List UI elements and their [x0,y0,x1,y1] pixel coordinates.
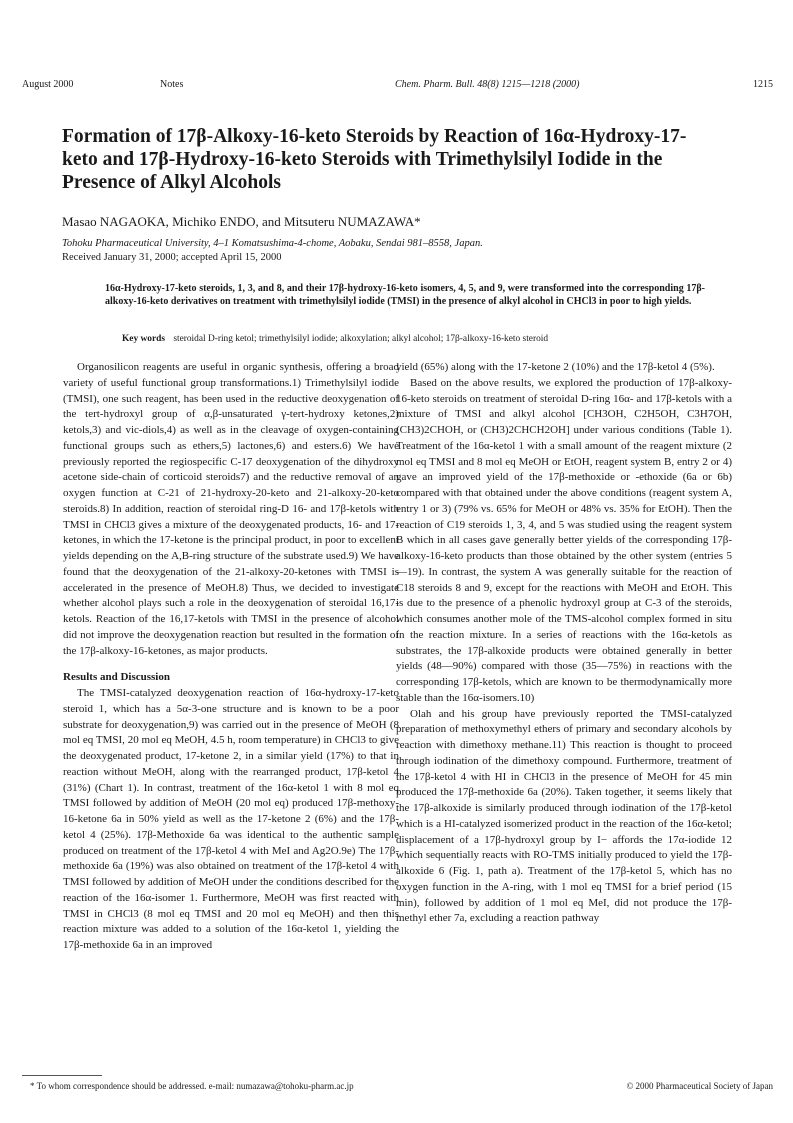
intro-paragraph: Organosilicon reagents are useful in organic synthesis, offering a broad variety of useful functional group transformations.1) Trimethylsilyl iodide (TMSI), one such reagent, has been used in the reductive deoxygenation of the tert-hydroxyl group of α,β-unsaturated γ-tert-hydroxy ketones,2) ketols,3) and vic-diols,4) as well as in the cleavage of oxygen-containing functional groups such as ethers,5) lactones,6) and esters.6) We have previously reported the regiospecific C-17 deoxygenation of the dihydroxy acetone side-chain of corticoid steroids7) and the reductive removal of an oxygen function at C-21 of 21-hydroxy-20-keto and 21-alkoxy-20-keto steroids.8) In addition, reaction of steroidal ring-D 16- and 17β-ketols with TMSI in CHCl3 gives a mixture of the deoxygenated products, 16- and 17-ketones, in which the 17-ketone is the principal product, in poor to excellent yields depending on the A,B-ring structure of the substrate used.9) We have found that the deoxygenation of the 21-alkoxy-20-ketones with TMSI is accelerated in the presence of MeOH.8) Thus, we decided to investigate whether alcohol plays such a role in the deoxygenation of steroidal 16,17-ketols. Reaction of the 16,17-ketols with TMSI in the presence of alcohol did not improve the deoxygenation reaction but resulted in the formation of the 17β-alkoxy-16-ketones, as major products. [63,361,399,657]
issue-date: August 2000 [22,79,74,90]
abstract: 16α-Hydroxy-17-keto steroids, 1, 3, and 8, and their 17β-hydroxy-16-keto isomers, 4, 5, and 9, were transformed into the corresponding 17β-alkoxy-16-keto derivatives on treatment with trimethylsilyl iodide (TMSI) in the presence of alkyl alcohol in CHCl3 in poor to high yields. [105,283,705,307]
keywords-line [122,333,548,345]
journal-citation: Chem. Pharm. Bull. 48(8) 1215—1218 (2000) [395,79,580,90]
body-paragraph: Olah and his group have previously reported the TMSI-catalyzed preparation of methoxymethyl ethers of primary and secondary alcohols by reaction with dimethoxy methane.11) This reaction is thought to proceed through iodination of the dimethoxy compound. Furthermore, treatment of the 17β-ketol 4 with HI in CHCl3 in the presence of MeOH for 45 min produced the 17β-methoxide 6a (20%). Taken together, it seems likely that the 17β-alkoxide is similarly produced through iodination of the 17β-ketol which is a HI-catalyzed isomerized product in the reaction of the 16α-ketol; displacement of a 17β-hydroxyl group by I− affords the 17α-iodide 12 which sequentially reacts with RO-TMS initially produced to yield the 17β-alkoxide 6 (Fig. 1, path a). Treatment of the 17β-ketol 5, which has no oxygen function in the A-ring, with 1 mol eq TMSI for a brief period (15 min), followed by addition of 1 mol eq MeI, did not produce the 17β-methyl ether 7a, excluding a reaction pathway [396,707,732,925]
keywords-label: Key words [122,334,165,344]
results-paragraph: The TMSI-catalyzed deoxygenation reaction of 16α-hydroxy-17-keto steroid 1, which has a 5α-3-one structure and is known to be a poor substrate for deoxygenation,9) was carried out in the presence of MeOH (8 mol eq TMSI, 20 mol eq MeOH, 4.5 h, room temperature) in CHCl3 to give the deoxygenated product, 17-ketone 2, in a similar yield (17%) to that in reaction without MeOH, along with the rearranged product, 17β-ketol 4 (31%) (Chart 1). In contrast, treatment of the 16α-ketol 1 with 8 mol eq TMSI followed by addition of MeOH (20 mol eq) produced 17β-methoxy-16-ketone 6a in 50% yield as well as the 17-ketone 2 (6%) and the 17β-ketol 4 (25%). 17β-Methoxide 6a was identical to the authentic sample produced on treatment of the 17β-ketol 4 with MeI and Ag2O.9e) The 17β-methoxide 6a (19%) was also obtained on treatment of the 17β-ketol 4 with TMSI followed by addition of MeOH under the conditions described for the reaction of the 16α-isomer 1. Furthermore, MeOH was first reacted with TMSI in CHCl3 (8 mol eq TMSI and 20 mol eq MeOH) and then this reaction mixture was added to a solution of the 16α-ketol 1, yielding the 17β-methoxide 6a in an improved [63,687,399,951]
section-heading: Results and Discussion [63,671,170,684]
right-column [396,360,732,927]
affiliation: Tohoku Pharmaceutical University, 4–1 Komatsushima-4-chome, Aobaku, Sendai 981–8558, Japan. [62,238,483,249]
page-number: 1215 [753,79,773,90]
footnote-rule [22,1075,102,1076]
correspondence-footnote: * To whom correspondence should be addressed. e-mail: numazawa@tohoku-pharm.ac.jp [30,1081,354,1091]
copyright-notice: © 2000 Pharmaceutical Society of Japan [626,1081,773,1091]
received-dates: Received January 31, 2000; accepted April 15, 2000 [62,252,282,263]
article-title: Formation of 17β-Alkoxy-16-keto Steroids by Reaction of 16α-Hydroxy-17-keto and 17β-Hydroxy-16-keto Steroids with Trimethylsilyl Iodide in the Presence of Alkyl Alcohols [62,126,687,193]
section-label: Notes [160,79,184,90]
keywords-text: steroidal D-ring ketol; trimethylsilyl iodide; alkoxylation; alkyl alcohol; 17β-alkoxy-16-keto steroid [173,334,549,344]
continued-paragraph: yield (65%) along with the 17-ketone 2 (10%) and the 17β-ketol 4 (5%). [396,361,715,373]
left-column [63,360,399,954]
body-paragraph: Based on the above results, we explored the production of 17β-alkoxy-16-keto steroids on treatment of steroidal D-ring 16α- and 17β-ketols with a mixture of TMSI and alkyl alcohol [CH3OH, C2H5OH, C3H7OH, (CH3)2CHOH, or (CH3)2CHCH2OH] under various conditions (Table 1). Treatment of the 16α-ketol 1 with a small amount of the reagent mixture (2 mol eq TMSI and 8 mol eq MeOH or EtOH, reagent system B, entry 2 or 4) gave an improved yield of the 17β-methoxide or -ethoxide (6a or 6b) compared with that obtained under the above conditions (reagent system A, entry 1 or 3) (79% vs. 65% for MeOH or 48% vs. 35% for EtOH). Then the reaction of C19 steroids 1, 3, 4, and 5 was studied using the reagent system B which in all cases gave generally better yields of the corresponding 17β-alkoxy-16-keto products than those obtained by the other system (entries 5—19). In contrast, the system A was generally suitable for the reaction of C18 steroids 8 and 9, except for the reactions with MeOH and EtOH. This is due to the presence of a phenolic hydroxyl group at C-3 of the steroids, which consumes another mole of the TMS-alcohol complex formed in situ in the reaction mixture. In a series of reactions with the 16α-ketols as substrates, the 17β-alkoxide products were obtained generally in better yields (48—90%) compared with those (35—75%) in reactions with the corresponding 17β-ketols, which are known to be thermodynamically more stable than the 16α-isomers.10) [396,376,732,704]
author-list: Masao NAGAOKA, Michiko ENDO, and Mitsuteru NUMAZAWA* [62,214,421,229]
